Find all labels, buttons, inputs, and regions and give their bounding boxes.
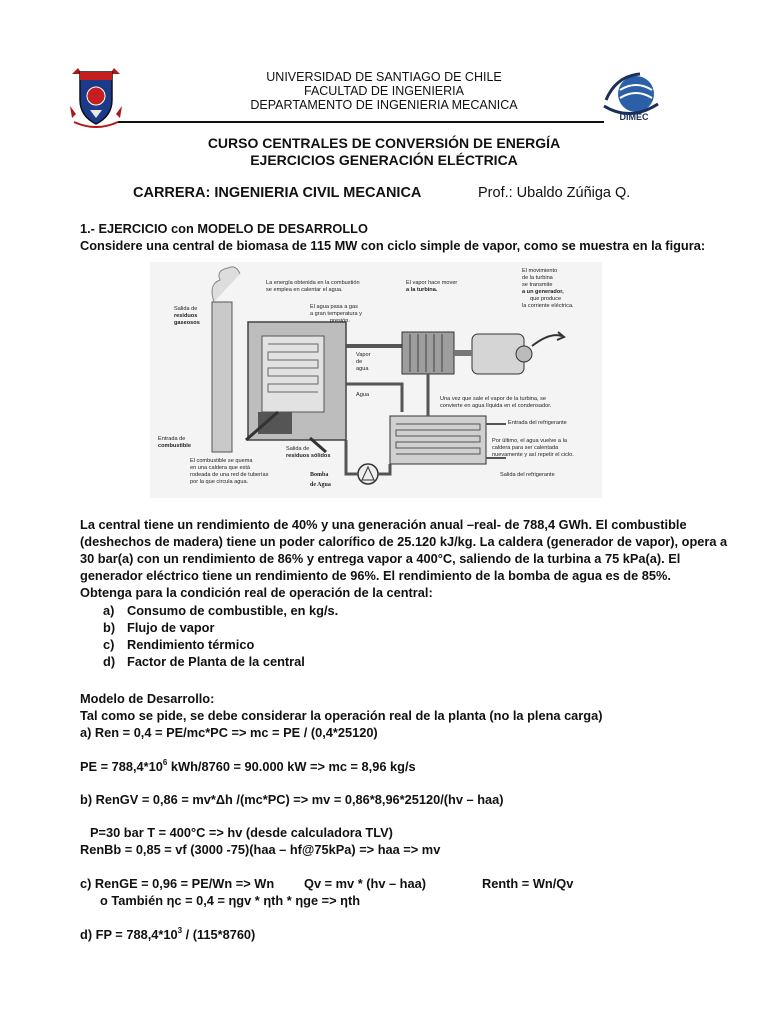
label-combustion-1: La energía obtenida en la combustión: [266, 280, 360, 286]
career-label: CARRERA: INGENIERIA CIVIL MECANICA: [133, 185, 422, 201]
model-step-pressure: P=30 bar T = 400°C => hv (desde calculadora TLV): [90, 825, 393, 840]
model-step-b: b) RenGV = 0,86 = mv*Δh /(mc*PC) => mv = 0,86*8,96*25120/(hv – haa): [80, 792, 504, 807]
label-return-1: Por último, el agua vuelve a la: [492, 438, 567, 444]
label-water-high-1: El agua pasa a gas: [310, 304, 358, 310]
label-water-high-3: presión.: [330, 318, 350, 324]
model-heading: Modelo de Desarrollo:: [80, 691, 215, 706]
list-item: c) Rendimiento térmico: [103, 637, 255, 652]
label-generator-2: de la turbina: [522, 275, 553, 281]
label-combustion-2: se emplea en calentar el agua.: [266, 287, 343, 293]
model-intro: Tal como se pide, se debe considerar la operación real de la planta (no la plena carga): [80, 708, 603, 723]
label-fuel-in-1: Entrada de: [158, 436, 186, 442]
label-condenser-2: convierte en agua líquida en el condensador.: [440, 403, 552, 409]
label-steam-1: Vapor: [356, 352, 371, 358]
label-pump-2: de Agua: [310, 482, 331, 488]
exercise-heading: 1.- EJERCICIO con MODELO DE DESARROLLO: [80, 221, 368, 236]
label-fuel-in-2: combustible: [158, 443, 191, 449]
power-plant-diagram: [150, 262, 602, 498]
label-coolant-in: Entrada del refrigerante: [508, 420, 567, 426]
header-department: DEPARTAMENTO DE INGENIERIA MECANICA: [250, 98, 518, 112]
label-water-high-2: a gran temperatura y: [310, 311, 362, 317]
problem-statement: La central tiene un rendimiento de 40% y una generación anual –real- de 788,4 GWh. El combustible (deshechos de madera) tiene un poder calorífico de 25.120 kJ/kg. La caldera (generador de vapor), opera a 30 bar(a) con un rendimiento de 86% y entrega vapor a 400°C, saliendo de la turbina a 75 kPa(a). El generador eléctrico tiene un rendimiento de 96%. El rendimiento de la bomba de agua es de 85%. Obtenga para la condición real de operación de la central:: [80, 517, 728, 600]
label-solids-2: residuos sólidos: [286, 453, 331, 459]
model-step-pe: PE = $788,4*10^6$ kWh/8760 = 90.000 kW => mc = 8,96 kg/s: [80, 758, 416, 774]
model-step-d: d) FP = $788,4*10^3 / (115*8760)$: [80, 926, 256, 942]
label-steam-2: de: [356, 359, 363, 365]
label-water: Agua: [356, 392, 370, 398]
label-exhaust-2: residuos: [174, 313, 198, 319]
model-step-renbb: RenBb = 0,85 = vf (3000 -75)(haa – hf@75kPa) => haa => mv: [80, 842, 441, 857]
header-divider: [118, 121, 604, 123]
label-generator-1: El movimiento: [522, 268, 558, 274]
label-vapor-turbine-1: El vapor hace mover: [406, 280, 458, 286]
list-item: b) Flujo de vapor: [103, 620, 215, 635]
model-step-c: c) RenGE = 0,96 = PE/Wn => Wn: [80, 876, 275, 891]
label-coolant-out: Salida del refrigerante: [500, 472, 555, 478]
exercise-title: EJERCICIOS GENERACIÓN ELÉCTRICA: [250, 152, 518, 168]
list-item: a) Consumo de combustible, en kg/s.: [103, 603, 339, 618]
list-item: d) Factor de Planta de la central: [103, 654, 305, 669]
model-step-qv: Qv = mv * (hv – haa): [304, 876, 426, 891]
label-solids-1: Salida de: [286, 446, 310, 452]
header-university: UNIVERSIDAD DE SANTIAGO DE CHILE: [266, 70, 502, 84]
dimec-logo-text: DIMEC: [619, 112, 649, 122]
label-pump-1: Bomba: [310, 472, 329, 478]
label-return-2: caldera para ser calentada: [492, 445, 559, 451]
label-condenser-1: Una vez que sale el vapor de la turbina, se: [440, 396, 547, 402]
label-exhaust-3: gaseosos: [174, 320, 200, 326]
label-return-3: nuevamente y así repetir el ciclo.: [492, 452, 574, 458]
dimec-logo: [600, 70, 664, 124]
condenser: [390, 416, 486, 464]
model-step-renth: Renth = Wn/Qv: [482, 876, 574, 891]
label-boiler-2: en una caldera que está: [190, 465, 251, 471]
exercise-intro: Considere una central de biomasa de 115 MW con ciclo simple de vapor, como se muestra en la figura:: [80, 238, 706, 253]
header-faculty: FACULTAD DE INGENIERIA: [304, 84, 464, 98]
chimney: [212, 302, 232, 452]
question-list: [103, 602, 338, 670]
label-vapor-turbine-2: a la turbina.: [406, 287, 438, 293]
model-section: [80, 690, 690, 741]
course-title: CURSO CENTRALES DE CONVERSIÓN DE ENERGÍA: [207, 135, 561, 151]
label-generator-4: a un generador,: [522, 289, 564, 295]
label-exhaust-1: Salida de: [174, 306, 198, 312]
label-generator-5: que produce: [530, 296, 562, 302]
model-step-a: a) Ren = 0,4 = PE/mc*PC => mc = PE / (0,4*25120): [80, 725, 378, 740]
label-boiler-4: por la que circula agua.: [190, 479, 249, 485]
label-boiler-1: El combustible se quema: [190, 458, 253, 464]
label-generator-6: la corriente eléctrica.: [522, 303, 574, 309]
label-steam-3: agua: [356, 366, 369, 372]
label-generator-3: se transmite: [522, 282, 553, 288]
professor-label: Prof.: Ubaldo Zúñiga Q.: [478, 185, 631, 201]
label-boiler-3: rodeada de una red de tuberías: [190, 472, 269, 478]
model-step-alt: o También ηc = 0,4 = ηgv * ηth * ηge => ηth: [100, 893, 361, 908]
